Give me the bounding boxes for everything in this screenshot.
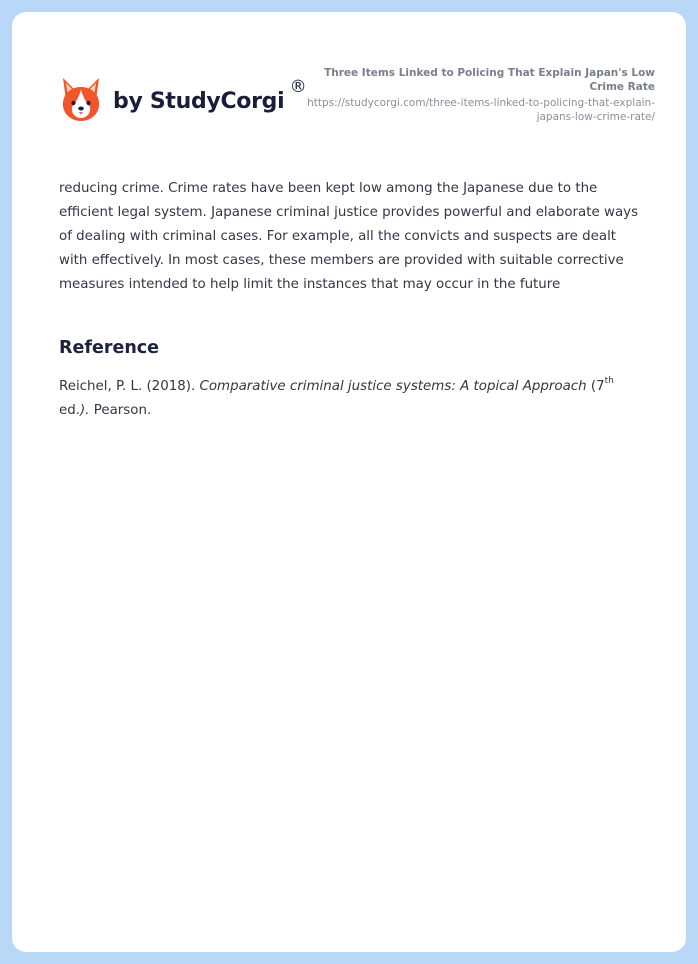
reference-heading: Reference — [59, 338, 160, 358]
brand-name: by StudyCorgi ® — [113, 76, 307, 114]
document-meta — [295, 66, 655, 124]
reference-publisher: Pearson. — [89, 403, 152, 418]
reference-edition-sup: th — [604, 376, 614, 386]
reference-edition-rest: ed. — [59, 403, 80, 418]
studycorgi-logo[interactable] — [60, 76, 307, 122]
reference-authors: Reichel, P. L. (2018). — [59, 379, 200, 394]
document-url[interactable]: https://studycorgi.com/three-items-linked-to-policing-that-explain-japans-low-crime-rate/ — [307, 97, 655, 123]
body-paragraph: reducing crime. Crime rates have been kept low among the Japanese due to the efficient legal system. Japanese criminal justice provides powerful and elaborate ways of dealing with criminal cases. For example, all the convicts and suspects are dealt with effectively. In most cases, these members are provided with suitable corrective measures intended to help limit the instances that may occur in the future — [59, 181, 639, 292]
reference-entry — [59, 375, 644, 423]
reference-book-title: Comparative criminal justice systems: A topical Approach — [199, 379, 587, 394]
document-page — [12, 12, 686, 952]
corgi-head-icon — [60, 76, 102, 122]
registered-mark: ® — [289, 76, 307, 97]
reference-edition-close: ). — [80, 403, 90, 418]
document-title: Three Items Linked to Policing That Explain Japan's Low Crime Rate — [324, 67, 655, 93]
reference-edition: (7 — [586, 379, 605, 394]
